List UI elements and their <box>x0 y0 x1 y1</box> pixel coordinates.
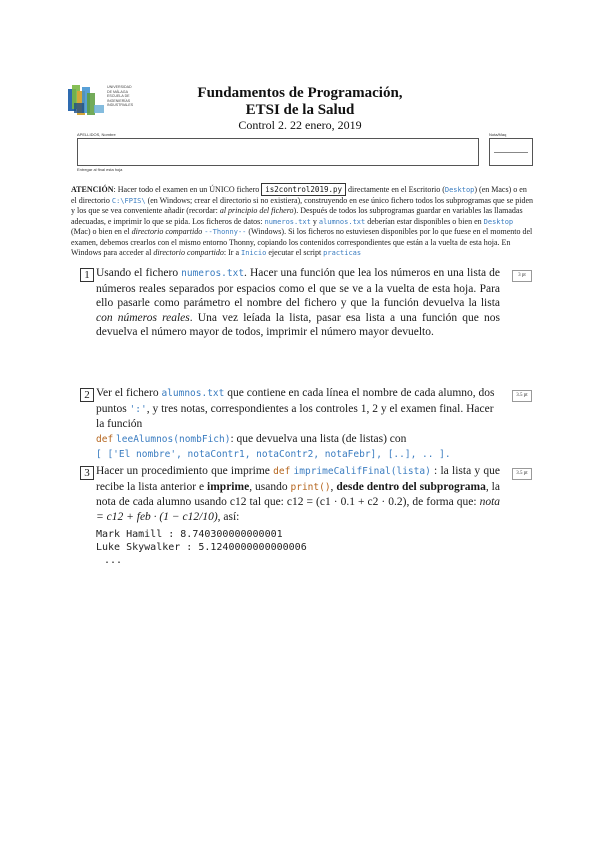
course-title: Fundamentos de Programación, <box>197 85 403 101</box>
exam-subtitle: Control 2. 22 enero, 2019 <box>238 118 362 132</box>
colon-literal: ':' <box>129 403 147 415</box>
output-line: ... <box>104 555 123 566</box>
institution-name <box>107 85 147 108</box>
question-number: 3 <box>80 466 94 480</box>
q-text: , la nota de cada alumno usando c12 tal que: c12 = (c1 · 0.1 + c2 · 0.2), de forma que: <box>96 480 500 509</box>
q-text: , así: <box>217 510 240 523</box>
print-call: print() <box>290 481 331 493</box>
q-emphasis: con números reales <box>96 311 190 324</box>
def-keyword: def <box>273 466 291 477</box>
intro-emphasis: directorio compartido <box>153 248 224 257</box>
q-text: que contiene en cada línea el nombre de cada alumno, dos puntos <box>96 387 495 415</box>
q-text: : que devuelva una lista (de listas) con <box>230 432 407 445</box>
intro-text: deberían estar disponibles o bien en <box>367 216 482 226</box>
question-points: 3.5 pt <box>512 390 532 402</box>
intro-text: ejecutar el script <box>268 248 322 257</box>
inicio-menu: Inicio <box>241 249 267 257</box>
q-text: Usando el fichero <box>96 267 179 279</box>
q-text: , <box>330 480 334 493</box>
intro-text: (Mac) o bien en el <box>71 227 130 236</box>
numeros-file: numeros.txt <box>181 268 245 279</box>
intro-emphasis: directorio compartido <box>131 227 203 236</box>
grade-divider <box>494 152 528 153</box>
intro-emphasis: al principio del fichero <box>219 206 294 215</box>
alumnos-file: alumnos.txt <box>161 388 225 399</box>
institution-line: INDUSTRIALES <box>107 103 134 108</box>
institution-line: ESCUELA DE <box>107 94 130 99</box>
output-line: Luke Skywalker : 5.1240000000000006 <box>96 542 307 553</box>
alumnos-file: alumnos.txt <box>318 217 366 226</box>
grade-label: Nota/Maq <box>489 132 507 137</box>
desktop-path: Desktop <box>483 217 514 226</box>
q-bold: imprime <box>207 480 250 493</box>
institution-line: UNIVERSIDAD <box>107 85 132 89</box>
intro-text: ) (en Macs) o en el directorio <box>71 185 527 205</box>
exam-filename: is2control2019.py <box>261 183 346 196</box>
q-text: . Una vez leíada la lista, pasar esa lista a una función que nos devuelva el número mayor de todos, imprimir el número mayor devuelto. <box>96 311 500 339</box>
question-points: 3 pt <box>512 270 532 282</box>
function-name: imprimeCalifFinal <box>293 466 391 477</box>
numeros-file: numeros.txt <box>264 217 311 226</box>
q-text: Ver el fichero <box>96 387 159 399</box>
q-text: , y tres notas, correspondientes a los controles 1, 2 y el examen final. Hacer la función <box>96 402 494 431</box>
name-field[interactable] <box>77 138 479 166</box>
thonny-path: --Thonny-- <box>204 228 247 236</box>
question-2-text <box>96 386 500 463</box>
output-line: Mark Hamill : 8.740300000000001 <box>96 529 283 540</box>
question-1-text <box>96 266 500 340</box>
q-text: . Hacer una función que lea los números en una lista de números reales separados por espacios como el que se ve a la vuelta de esta hoja. Para ello pasarle como parámetro el nombre del fichero y que la función devuelva la lista <box>96 267 501 310</box>
question-points: 3.5 pt <box>512 468 532 480</box>
name-label: APELLIDOS, Nombre <box>77 132 116 137</box>
q-text: Hacer un procedimiento que imprime <box>96 465 270 477</box>
atencion-label: ATENCIÓN <box>71 185 114 194</box>
desktop-path: Desktop <box>444 186 475 194</box>
institution-line: DE MÁLAGA <box>107 89 128 94</box>
practicas-script: practicas <box>323 249 362 257</box>
intro-text: : Hacer todo el examen en un ÚNICO fichero <box>113 185 260 194</box>
institution-line: INGENIERÍAS <box>107 98 131 103</box>
grade-formula: nota = c12 + feb · (1 − c12/10) <box>96 496 501 523</box>
def-keyword: def <box>96 433 114 445</box>
grade-field[interactable] <box>489 138 533 166</box>
function-name: leeAlumnos <box>116 433 174 445</box>
intro-text: ). Después de todos los subprogramas guardar en variables las llamadas adecuadas, e imprimir lo que se pida. Los ficheros de datos: <box>71 206 523 226</box>
question-number: 2 <box>80 388 94 402</box>
fpis-path: C:\FPIS\ <box>111 196 146 205</box>
intro-text: y <box>312 216 317 226</box>
function-params: (nombFich) <box>173 433 231 445</box>
intro-text: : Ir a <box>223 248 240 257</box>
question-number: 1 <box>80 268 94 282</box>
footnote: Entregar al final esta hoja <box>77 167 123 172</box>
sample-output <box>96 528 307 567</box>
q-text: , usando <box>249 480 288 493</box>
q-bold: desde dentro del subprograma <box>336 480 486 493</box>
intro-text: (en Windows; crear el directorio si no existiera), construyendo en ese único fichero todos los subprogramas que se piden y los que se vea conveniente añadir (recordar: <box>71 195 534 215</box>
instructions <box>71 185 533 259</box>
example-structure: [ ['El nombre', notaContr1, notaContr2, notaFebr], [..], .. ]. <box>96 449 451 461</box>
question-3-text <box>96 464 500 524</box>
intro-text: (Windows). Si los ficheros no estuviesen disponibles por lo que fuese en el momento del examen, debemos crearlos con el mismo entorno Thonny, copiando los contenidos correspondientes que están a la vuelta de esta hoja. En Windows para acceder al <box>71 227 533 257</box>
intro-text: directamente en el Escritorio ( <box>348 185 445 194</box>
function-params: (lista) <box>390 466 431 477</box>
q-text: : la lista y que recibe la lista anterior e <box>96 465 500 493</box>
school-title: ETSI de la Salud <box>245 102 355 118</box>
